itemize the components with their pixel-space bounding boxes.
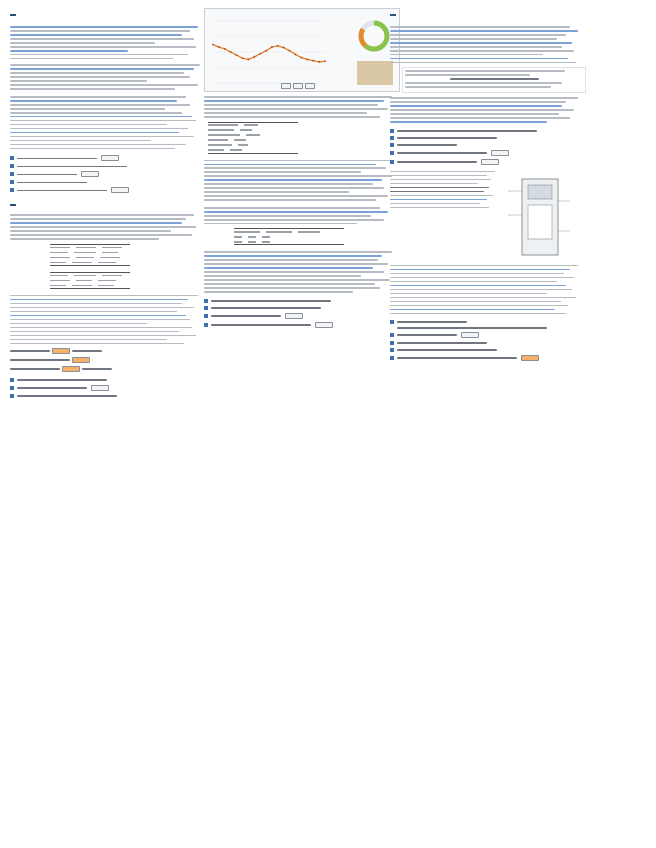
left-column <box>10 6 206 401</box>
list-2 <box>204 207 400 225</box>
body-text-2 <box>204 160 400 201</box>
figure-text <box>390 171 500 261</box>
data-point <box>295 54 297 56</box>
bullet-icon <box>10 164 14 168</box>
bullet-icon <box>204 306 208 310</box>
donut-gauge-icon <box>357 19 391 53</box>
calc-button[interactable] <box>81 171 99 177</box>
bullet-icon <box>10 386 14 390</box>
bullet-icon <box>390 320 394 324</box>
intro-text <box>10 26 206 59</box>
small-table <box>208 122 298 154</box>
right-text <box>390 26 586 63</box>
equation-area <box>10 348 206 372</box>
data-table <box>50 272 130 289</box>
calc-button[interactable] <box>481 159 499 165</box>
data-point <box>277 45 279 47</box>
chart-toolbar <box>281 83 315 89</box>
bullet-icon <box>204 299 208 303</box>
bullet-icon <box>390 333 394 337</box>
data-point <box>230 51 232 53</box>
bullet-icon <box>10 180 14 184</box>
list <box>10 96 206 149</box>
bullet-icon <box>204 323 208 327</box>
bullet-icon <box>390 136 394 140</box>
middle-column <box>204 6 400 331</box>
data-point <box>212 44 214 46</box>
data-point <box>324 60 326 62</box>
bullet-icon <box>10 172 14 176</box>
data-point <box>283 47 285 49</box>
highlight-button[interactable] <box>52 348 70 354</box>
data-point <box>236 54 238 56</box>
formula-block-3 <box>204 299 400 328</box>
toolbar-button[interactable] <box>305 83 315 89</box>
bullet-icon <box>390 151 394 155</box>
line-chart <box>209 17 329 87</box>
data-point <box>301 57 303 59</box>
calc-button[interactable] <box>491 150 509 156</box>
toolbar-button[interactable] <box>293 83 303 89</box>
bullet-icon <box>10 378 14 382</box>
bullet-icon <box>390 129 394 133</box>
body-text-3 <box>204 251 400 292</box>
formula-block <box>10 155 206 193</box>
data-table <box>50 244 130 266</box>
calc-button[interactable] <box>461 332 479 338</box>
calc-button[interactable] <box>285 313 303 319</box>
section-body <box>10 214 206 240</box>
data-point <box>265 50 267 52</box>
bullet-icon <box>10 394 14 398</box>
formula-block-5 <box>390 320 586 361</box>
data-point <box>318 61 320 63</box>
highlight-button[interactable] <box>72 357 90 363</box>
bullet-icon <box>10 188 14 192</box>
data-point <box>247 59 249 61</box>
closing-text <box>10 295 206 344</box>
page-tab <box>10 14 16 16</box>
figure-section <box>390 171 586 261</box>
bullet-icon <box>390 348 394 352</box>
equation-box <box>402 67 586 93</box>
formula-block-2 <box>10 378 206 398</box>
calc-button[interactable] <box>91 385 109 391</box>
page-tab <box>390 14 396 16</box>
media-thumb <box>357 61 393 85</box>
calc-button[interactable] <box>315 322 333 328</box>
device-illustration-icon <box>504 171 574 261</box>
data-point <box>218 46 220 48</box>
bullet-icon <box>390 143 394 147</box>
right-text-3 <box>390 265 586 314</box>
calc-button[interactable] <box>111 187 129 193</box>
page-tab <box>10 204 16 206</box>
bullet-icon <box>10 156 14 160</box>
comparison-table <box>234 228 344 245</box>
highlight-button[interactable] <box>62 366 80 372</box>
formula-block-4 <box>390 129 586 165</box>
toolbar-button[interactable] <box>281 83 291 89</box>
right-column <box>390 6 586 364</box>
bullet-icon <box>390 356 394 360</box>
body-text <box>204 96 400 118</box>
right-text-2 <box>390 97 586 123</box>
paragraph <box>10 64 206 90</box>
data-point <box>224 48 226 50</box>
calc-button[interactable] <box>101 155 119 161</box>
data-point <box>289 50 291 52</box>
data-point <box>242 57 244 59</box>
data-point <box>271 46 273 48</box>
data-point <box>259 53 261 55</box>
bullet-icon <box>390 160 394 164</box>
bullet-icon <box>204 314 208 318</box>
highlight-button[interactable] <box>521 355 539 361</box>
chart-panel <box>204 8 400 92</box>
data-point <box>306 59 308 61</box>
data-point <box>253 56 255 58</box>
bullet-icon <box>390 341 394 345</box>
data-point <box>312 60 314 62</box>
